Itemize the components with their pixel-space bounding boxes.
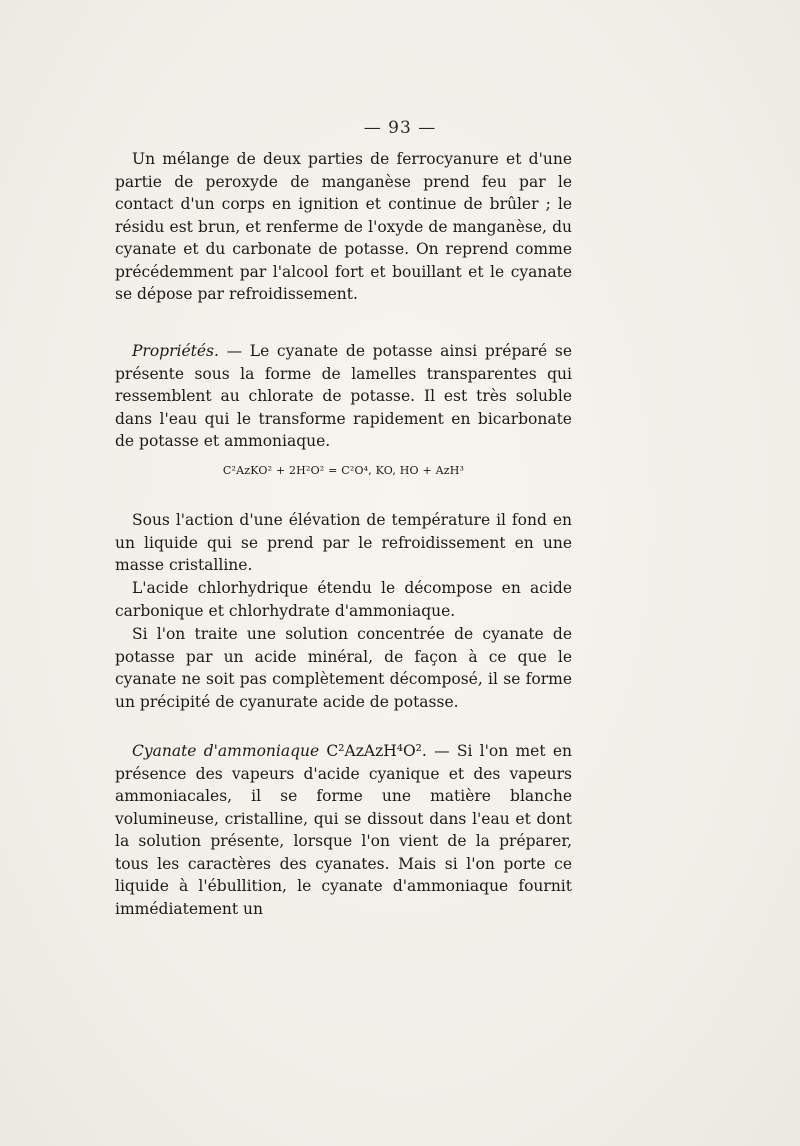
paragraph-acide-chlorhydrique [115,577,572,622]
chemical-equation: C²AzKO² + 2H²O² = C²O⁴, KO, HO + AzH³ [222,464,465,477]
paragraph-text: — Si l'on met en présence des vapeurs d'acide cyanique et des vapeurs ammoniacales, il se forme une matière blanche volumineuse, cristalline, qui se dissout dans l'eau et dont la solution présente, lorsque l'on vient de la préparer, tous les caractères des cyanates. Mais si l'on porte ce liquide à l'ébullition, le cyanate d'ammoniaque fournit immédiatement un [115,742,572,918]
paragraph-proprietes [115,340,572,453]
paragraph-text: — Le cyanate de potasse ainsi préparé se présente sous la forme de lamelles transparentes qui ressemblent au chlorate de potasse. Il est très soluble dans l'eau qui le transforme rapidement en bicarbonate de potasse et ammoniaque. [115,342,572,450]
paragraph-temperature [115,509,572,577]
paragraph-text: Sous l'action d'une élévation de température il fond en un liquide qui se prend par le refroidissement en une masse cristalline. [115,511,572,574]
paragraph-text: L'acide chlorhydrique étendu le décompose en acide carbonique et chlorhydrate d'ammoniaque. [115,579,572,620]
paragraph-text: Un mélange de deux parties de ferrocyanure et d'une partie de peroxyde de manganèse prend feu par le contact d'un corps en ignition et continue de brûler ; le résidu est brun, et renferme de l'oxyde de manganèse, du cyanate et du carbonate de potasse. On reprend comme précédemment par l'alcool fort et bouillant et le cyanate se dépose par refroidissement. [115,150,572,303]
section-label: Cyanate d'ammoniaque [132,742,320,760]
paragraph-text: Si l'on traite une solution concentrée de cyanate de potasse par un acide minéral, de façon à ce que le cyanate ne soit pas complètement décomposé, il se forme un précipité de cyanurate acide de potasse. [115,625,572,711]
section-label: Propriétés. [132,342,219,360]
paragraph-acide-mineral [115,623,572,713]
inline-formula: C²AzAzH⁴O². [319,742,435,760]
paragraph-cyanate-ammoniaque [115,740,572,920]
page-number: — 93 — [363,118,437,138]
paragraph-ferrocyanure [115,148,572,306]
